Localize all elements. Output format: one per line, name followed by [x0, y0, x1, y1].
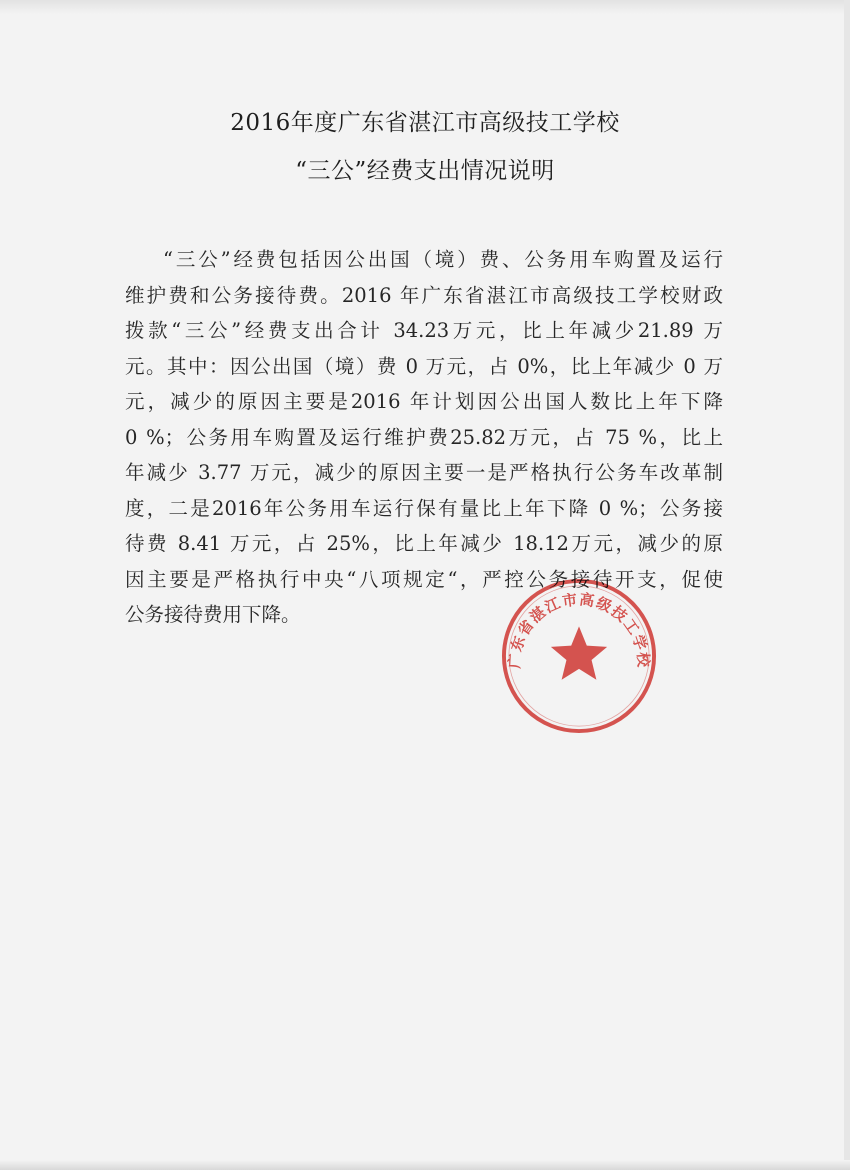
seal-text: 广东省湛江市高级技工学校	[506, 591, 652, 669]
body-line: 0 %；公务用车购置及运行维护费25.82万元，占 75 %，比上	[125, 425, 723, 449]
star-icon	[551, 626, 607, 679]
body-line: 度，二是2016年公务用车运行保有量比上年下降 0 %；公务接	[125, 496, 723, 520]
body-line: 年减少 3.77 万元，减少的原因主要一是严格执行公务车改革制	[125, 461, 723, 484]
official-seal-stamp	[500, 577, 658, 735]
document-title-line-2: “三公”经费支出情况说明	[295, 158, 555, 184]
body-line: “三公”经费包括因公出国（境）费、公务用车购置及运行	[163, 248, 723, 271]
body-line: 元，减少的原因主要是2016 年计划因公出国人数比上年下降	[125, 390, 723, 413]
body-line: 待费 8.41 万元，占 25%，比上年减少 18.12万元，减少的原	[125, 532, 723, 555]
body-line: 元。其中：因公出国（境）费 0 万元，占 0%，比上年减少 0 万	[125, 354, 723, 378]
body-line: 因主要是严格执行中央“八项规定“，严控公务接待开支，促使	[125, 567, 723, 591]
document-title-line-1: 2016年度广东省湛江市高级技工学校	[230, 110, 620, 136]
body-line: 公务接待费用下降。	[125, 603, 301, 626]
body-line: 拨款“三公”经费支出合计 34.23万元，比上年减少21.89 万	[125, 319, 723, 342]
document-body	[125, 242, 723, 633]
body-line: 维护费和公务接待费。2016 年广东省湛江市高级技工学校财政	[125, 283, 723, 307]
